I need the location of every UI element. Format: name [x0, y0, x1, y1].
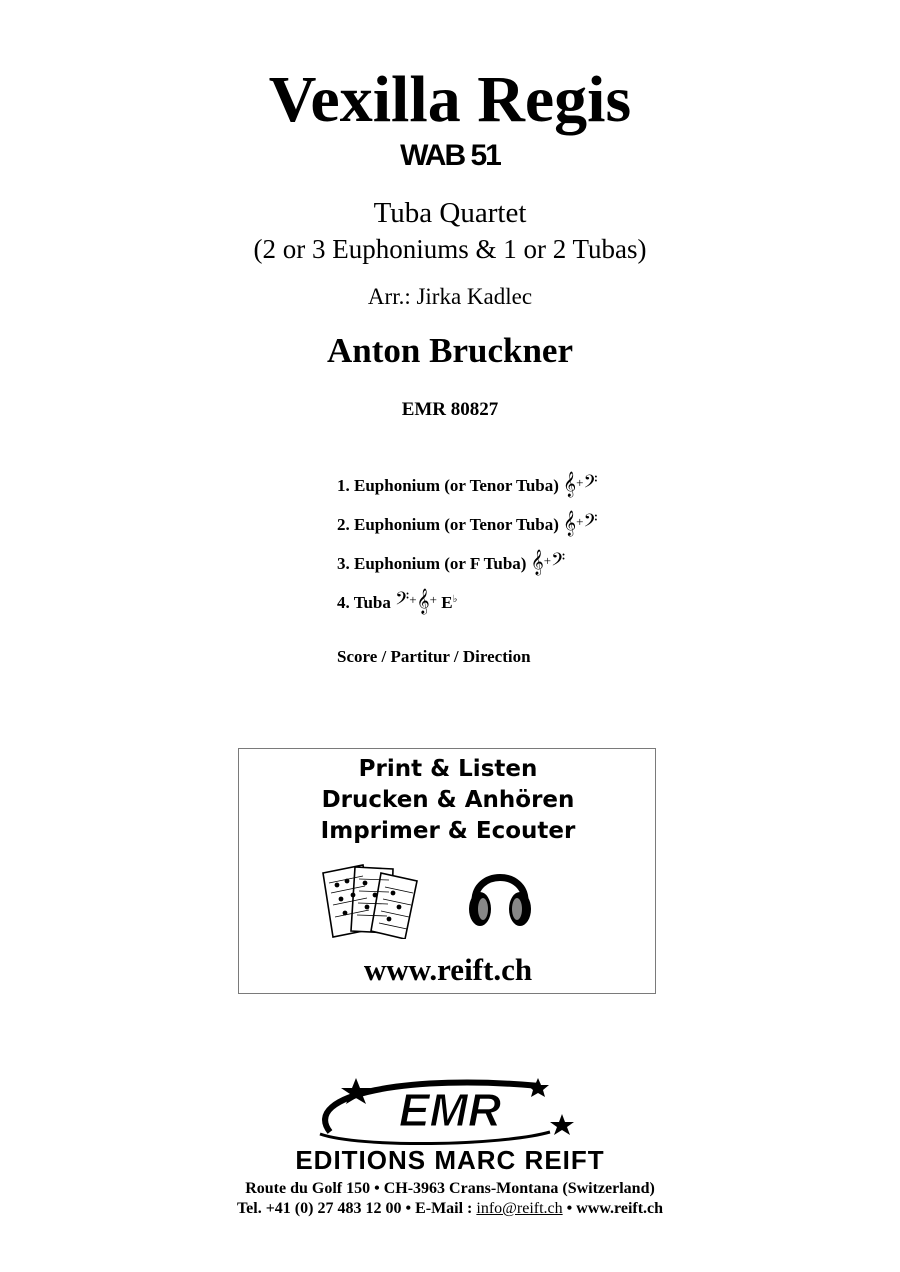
publisher-name: EDITIONS MARC REIFT: [295, 1145, 605, 1175]
scoring: (2 or 3 Euphoniums & 1 or 2 Tubas): [253, 234, 647, 264]
plus-sign: +: [429, 592, 437, 607]
part-item: [337, 509, 757, 548]
promo-line-french: Imprimer & Ecouter: [320, 818, 576, 844]
plus-sign: +: [409, 592, 417, 607]
treble-clef-icon: 𝄞: [416, 589, 430, 614]
treble-clef-icon: 𝄞: [530, 550, 544, 575]
bass-clef-icon: 𝄢: [395, 589, 410, 614]
email-link[interactable]: info@reift.ch: [476, 1200, 563, 1217]
website-text: • www.reift.ch: [562, 1200, 664, 1217]
publisher-address: Route du Golf 150 • CH-3963 Crans-Montana (Switzerland): [245, 1180, 655, 1197]
sheet-music-icon: [315, 859, 425, 939]
part-label: 2. Euphonium (or Tenor Tuba): [337, 515, 559, 534]
bass-clef-icon: 𝄢: [551, 550, 566, 575]
promo-line-german: Drucken & Anhören: [321, 787, 575, 813]
composer: Anton Bruckner: [327, 331, 573, 370]
bass-clef-icon: 𝄢: [583, 472, 598, 497]
plus-sign: +: [543, 553, 552, 568]
part-label: 3. Euphonium (or F Tuba): [337, 554, 527, 573]
plus-sign: +: [576, 514, 584, 529]
website-link[interactable]: www.reift.ch: [363, 952, 533, 987]
catalog-number: EMR 80827: [401, 399, 499, 420]
e-flat-label: E♭: [441, 593, 458, 612]
phone-text: Tel. +41 (0) 27 483 12 00 • E-Mail :: [236, 1200, 477, 1217]
score-note: Score / Partitur / Direction: [337, 647, 531, 666]
promo-line-english: Print & Listen: [358, 756, 538, 782]
page-title: Vexilla Regis: [268, 63, 632, 136]
parts-list: [337, 470, 757, 626]
part-item: [337, 548, 757, 587]
part-item: [337, 587, 757, 626]
treble-clef-icon: 𝄞: [563, 511, 577, 536]
arranger: Arr.: Jirka Kadlec: [367, 284, 533, 309]
work-catalog-number: WAB 51: [400, 139, 500, 172]
headphones-icon: [465, 859, 535, 933]
part-item: [337, 470, 757, 509]
ensemble: Tuba Quartet: [373, 197, 527, 229]
print-listen-box[interactable]: [238, 748, 656, 994]
emr-logo: [300, 1074, 600, 1146]
publisher-contact: [0, 1199, 900, 1219]
treble-clef-icon: 𝄞: [563, 472, 577, 497]
part-label: 1. Euphonium (or Tenor Tuba): [337, 476, 559, 495]
logo-text: EMR: [398, 1084, 502, 1136]
part-label: 4. Tuba: [337, 593, 391, 612]
plus-sign: +: [576, 475, 584, 490]
bass-clef-icon: 𝄢: [583, 511, 598, 536]
